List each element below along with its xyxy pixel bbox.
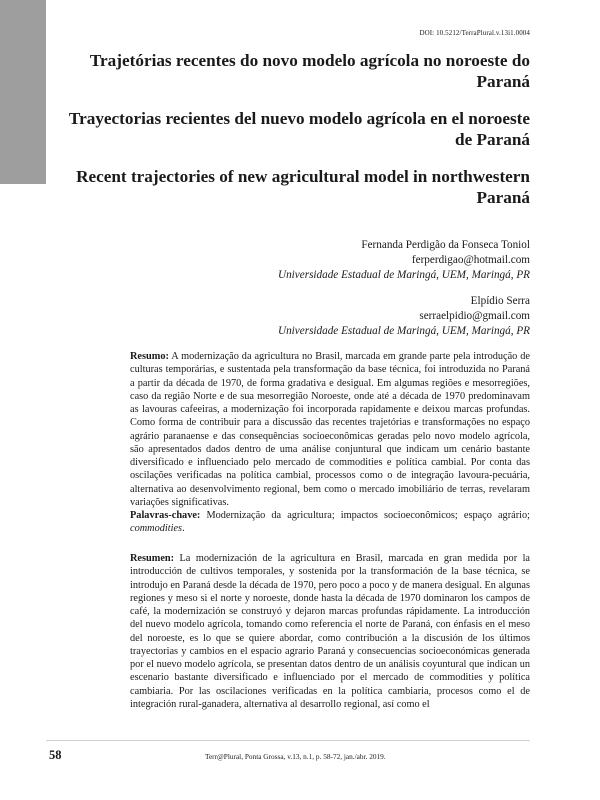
keywords-paragraph: [130, 509, 530, 536]
abstract-portuguese: [130, 350, 530, 536]
footer-divider: [46, 740, 530, 741]
author-name: Elpídio Serra: [470, 295, 530, 307]
doi-label: DOI: 10.5212/TerraPlural.v.13i1.0004: [419, 29, 530, 37]
author-email[interactable]: ferperdigao@hotmail.com: [411, 254, 530, 266]
author-affiliation: Universidade Estadual de Maringá, UEM, Maringá, PR: [278, 269, 530, 281]
footer-citation: Terr@Plural, Ponta Grossa, v.13, n.1, p. 58-72, jan./abr. 2019.: [205, 752, 386, 761]
title-spanish: Trayectorias recientes del nuevo modelo agrícola en el noroeste de Paraná: [68, 109, 530, 149]
keywords-text: Modernização da agricultura; impactos socioeconômicos; espaço agrário;: [206, 510, 531, 521]
resumo-paragraph: [130, 350, 530, 509]
side-color-bar: [0, 0, 46, 184]
title-english: Recent trajectories of new agricultural model in northwestern Paraná: [76, 167, 530, 207]
keywords-end: .: [182, 523, 185, 535]
title-portuguese: Trajetórias recentes do novo modelo agrícola no noroeste do Paraná: [89, 51, 530, 91]
author-list: [278, 238, 530, 350]
abstract-spanish: [130, 552, 530, 711]
keywords-em: commodities: [130, 523, 183, 535]
resumen-text: La modernización de la agricultura en Brasil, marcada en gran medida por la introducción de cultivos temporales, y sostenida por la transformación de la base técnica, se introdujo en Paraná desde la década de 1970, pero poco a poco y de manera desigual. En algunas regiones y meso si el norte y noroeste, donde hasta la década de 1970 dominaron los campos de café, la modernización se construyó y dejaron marcas profundas rápidamente. La introducción del nuevo modelo agrícola, tomando como referencia el norte de Paraná, con énfasis en el meso del noroeste, es lo que se quiere abordar, como contribución a la discusión de los últimos trayectorias y cambios en el espacio agrario Paraná y consecuencias socioeconómicas generada por el nuevo modelo agrícola, se presentan datos dentro de un análisis coyuntural que indican un escenario bastante diversificado e influenciado por el mercado de commodities y política cambiaria. Por las oscilaciones verificadas en la política cambiaria, procesos como el de integración rural-ganadera, alternativa al desarrollo regional, así como el: [130, 553, 531, 710]
resumen-label: Resumen:: [130, 553, 175, 564]
author-name: Fernanda Perdigão da Fonseca Toniol: [361, 239, 530, 251]
author-affiliation: Universidade Estadual de Maringá, UEM, Maringá, PR: [278, 325, 530, 337]
author-email[interactable]: serraelpidio@gmail.com: [419, 310, 530, 322]
page-number: 58: [49, 748, 62, 762]
resumo-label: Resumo:: [130, 351, 169, 362]
resumen-paragraph: [130, 552, 530, 711]
title-block: [60, 50, 530, 224]
author-2: [278, 294, 530, 339]
keywords-label: Palavras-chave:: [130, 510, 201, 521]
resumo-text: A modernização da agricultura no Brasil, marcada em grande parte pela introdução de culturas temporárias, e sustentada pela transformação da base técnica, foi introduzida no Paraná a partir da década de 1970, de forma gradativa e desigual. Em algumas regiões e mesorregiões, caso da região Norte e de sua mesorregião Noroeste, onde até a década de 1970 predominavam as lavouras cafeeiras, a modernização foi incorporada rapidamente e deixou marcas profundas. Como forma de contribuir para a discussão das recentes trajetórias e transformações no espaço agrário paranaense e das consequências socioeconômicas geradas pelo novo modelo agrícola, são apresentados dados dentro de uma análise conjuntural que indicam um cenário bastante diversificado e influenciado pelo mercado de commodities e política cambial. Por conta das oscilações verificadas na política cambial, processos como o de integração lavoura-pecuária, alternativa ao desenvolvimento regional, bem como o mercado imobiliário de terras, revelaram variações significativas.: [130, 351, 530, 508]
author-1: [278, 238, 530, 283]
